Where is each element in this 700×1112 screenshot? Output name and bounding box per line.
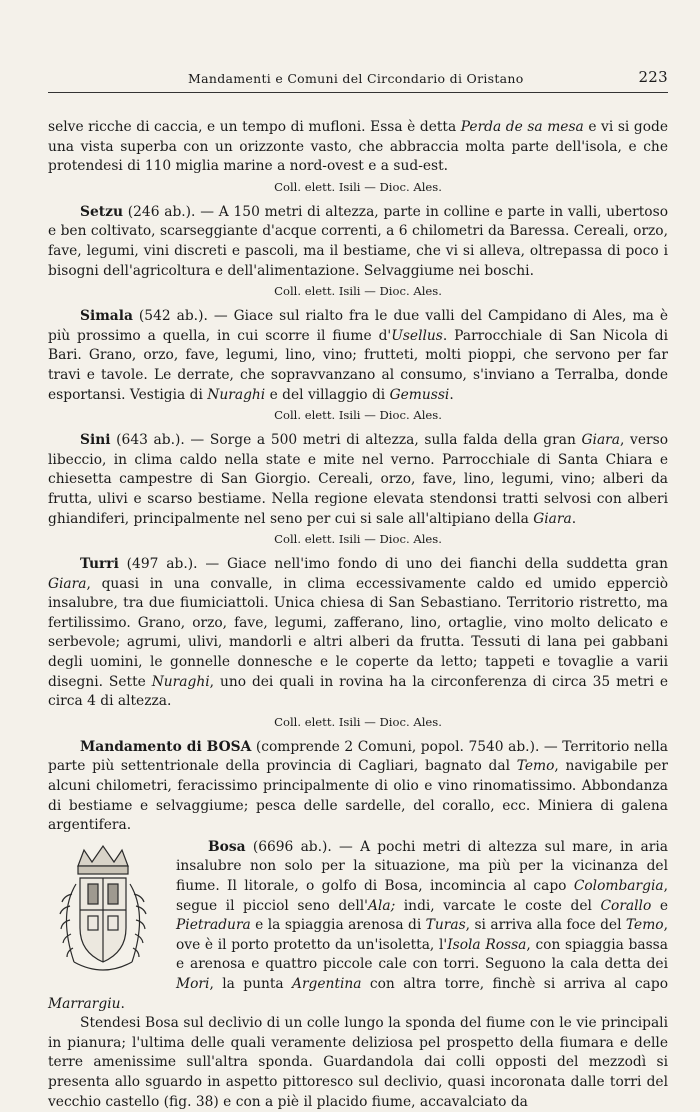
running-header <box>48 64 668 93</box>
page-body <box>48 118 668 1112</box>
paragraph-intro: selve ricche di caccia, e un tempo di mufloni. Essa è detta Perda de sa mesa e vi si gode una vista superba con un orizzonte vasto, che abbraccia molta parte dell'isola, e che protendesi di 110 miglia marine a nord-ovest e a sud-est. <box>48 119 669 175</box>
entry-bosa: Bosa (6696 ab.). — A pochi metri di altezza sul mare, in aria insalubre non solo per la situazione, ma più per la vicinanza del fiume. Il litorale, o golfo di Bosa, incomincia al capo Colombargia, segue il picciol seno dell'Ala; indi, varcate le coste del Corallo e Pietradura e la spiaggia arenosa di Turas, si arriva alla foce del Temo, ove è il porto protetto da un'isoletta, l'Isola Rossa, con spiaggia bassa e arenosa e quattro piccole cale con torri. Seguono la cala detta dei Mori, la punta Argentina con altra torre, finchè si arriva al capo Marrargiu. <box>48 838 668 1012</box>
entry-sini: Sini (643 ab.). — Sorge a 500 metri di altezza, sulla falda della gran Giara, verso libeccio, in clima caldo nella state e mite nel verno. Parrocchiale di Santa Chiara e chiesetta campestre di San Giorgio. Cereali, orzo, fave, lino, legumi, vino; alberi da frutta, ulivi e scarso bestiame. Nella regione elevata stendonsi tratti selvosi con alberi ghiandiferi, principalmente nel seno per cui si sale all'altipiano della Giara. <box>48 432 669 527</box>
entry-simala: Simala (542 ab.). — Giace sul rialto fra le due valli del Campidano di Ales, ma è più prossimo a quella, in cui scorre il fiume d'Usellus. Parrocchiale di San Nicola di Bari. Grano, orzo, fave, legumi, lino, vino; frutteti, molti pioppi, che servono per far travi e tavole. Le derrate, che sopravvanzano al consumo, s'inviano a Terralba, donde esportansi. Vestigia di Nuraghi e del villaggio di Gemussi. <box>48 308 668 403</box>
meta-line: Coll. elett. Isili — Dioc. Ales. <box>274 532 442 547</box>
page-number: 223 <box>638 68 668 86</box>
header-title: Mandamenti e Comuni del Circondario di Oristano <box>188 71 524 86</box>
entry-turri: Turri (497 ab.). — Giace nell'imo fondo di uno dei fianchi della suddetta gran Giara, quasi in una convalle, in clima eccessivamente caldo ed umido epperciò insalubre, tra due fiumiciattoli. Unica chiesa di San Sebastiano. Territorio ristretto, ma fertilissimo. Grano, orzo, fave, legumi, zafferano, lino, ortaglie, vino molto delicato e serbevole; agrumi, ulivi, mandorli e altri alberi da frutta. Tessuti di lana pei gabbani degli uomini, le gonnelle donnesche e le coperte da letto; tappeti e tovaglie a varii disegni. Sette Nuraghi, uno dei quali in rovina ha la circonferenza di circa 35 metri e circa 4 di altezza. <box>48 556 668 710</box>
entry-mandamento-bosa: Mandamento di BOSA (comprende 2 Comuni, popol. 7540 ab.). — Territorio nella parte più settentrionale della provincia di Cagliari, bagnato dal Temo, navigabile per alcuni chilometri, feracissimo principalmente di olio e vino rinomatissimo. Abbondanza di bestiame e selvaggiume; pesca delle sardelle, del corallo, ecc. Miniera di galena argentifera. <box>48 738 668 834</box>
paragraph-final: Stendesi Bosa sul declivio di un colle lungo la sponda del fiume con le vie principali in pianura; l'ultima delle quali veramente deliziosa pel prospetto della fiumara e delle terre amenissime sull'altra sponda. Guardandola dai colli opposti del mezzodì si presenta allo sguardo in aspetto pittoresco sul declivio, quasi incoronata dalle torri del vecchio castello (fig. 38) e con a piè il placido fiume, accavalciato da <box>48 1015 668 1110</box>
meta-line: Coll. elett. Isili — Dioc. Ales. <box>274 284 442 299</box>
meta-line: Coll. elett. Isili — Dioc. Ales. <box>274 179 442 194</box>
coat-of-arms-icon <box>48 844 168 984</box>
entry-setzu: Setzu (246 ab.). — A 150 metri di altezza, parte in colline e parte in valli, ubertoso e ben coltivato, scarseggiante d'acque correnti, a 6 chilometri da Baressa. Cereali, orzo, fave, legumi, vini discreti e pascoli, ma il bestiame, che vi si alleva, oltrepassa di poco i bisogni dell'agricoltura e dell'alimentazione. Selvaggiume nei boschi. <box>48 203 668 279</box>
meta-line: Coll. elett. Isili — Dioc. Ales. <box>274 714 442 729</box>
meta-line: Coll. elett. Isili — Dioc. Ales. <box>274 408 442 423</box>
